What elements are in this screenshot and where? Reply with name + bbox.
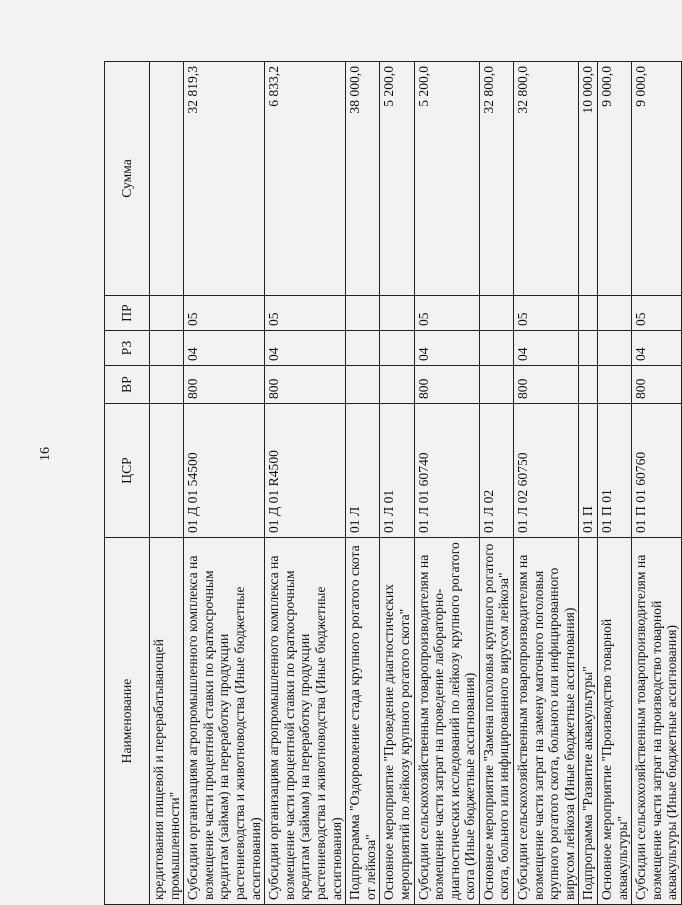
cell-sum: 10 000,0 — [579, 62, 598, 296]
cell-vr — [479, 366, 513, 404]
table-row — [514, 62, 579, 905]
header-pr: ПР — [105, 296, 150, 331]
cell-sum: 5 200,0 — [380, 62, 414, 296]
cell-pr — [346, 296, 380, 331]
cell-rz: 04 — [265, 331, 346, 366]
cell-csr: 01 Л 01 60740 — [414, 404, 479, 538]
cell-sum — [150, 62, 184, 296]
table-row — [632, 62, 682, 905]
cell-name: кредитования пищевой и перерабатывающей промышленности" — [150, 538, 184, 905]
cell-csr: 01 Л 02 — [479, 404, 513, 538]
cell-name: Подпрограмма "Оздоровление стада крупного рогатого скота от лейкоза" — [346, 538, 380, 905]
cell-pr — [598, 296, 632, 331]
cell-vr: 800 — [184, 366, 265, 404]
cell-vr — [598, 366, 632, 404]
cell-sum: 32 800,0 — [514, 62, 579, 296]
cell-rz: 04 — [632, 331, 682, 366]
cell-pr — [150, 296, 184, 331]
page-number: 16 — [38, 447, 53, 461]
cell-csr: 01 Л 02 60750 — [514, 404, 579, 538]
table-row — [346, 62, 380, 905]
cell-rz — [479, 331, 513, 366]
cell-rz — [598, 331, 632, 366]
cell-csr: 01 П 01 — [598, 404, 632, 538]
cell-rz: 04 — [414, 331, 479, 366]
cell-vr: 800 — [632, 366, 682, 404]
cell-vr: 800 — [514, 366, 579, 404]
header-name: Наименование — [105, 538, 150, 905]
cell-name: Основное мероприятие "Производство товарной аквакультуры" — [598, 538, 632, 905]
cell-rz — [346, 331, 380, 366]
cell-vr — [346, 366, 380, 404]
cell-pr: 05 — [414, 296, 479, 331]
cell-pr — [380, 296, 414, 331]
cell-name: Субсидии организациям агропромышленного комплекса на возмещение части процентной ставки по краткосрочным кредитам (займам) на переработку продукции растениеводства и животноводства (Иные бюджетные ассигнования) — [184, 538, 265, 905]
cell-vr: 800 — [265, 366, 346, 404]
table-row — [265, 62, 346, 905]
cell-name: Подпрограмма "Развитие аквакультуры" — [579, 538, 598, 905]
cell-csr: 01 Д 01 54500 — [184, 404, 265, 538]
table-row — [579, 62, 598, 905]
cell-sum: 38 000,0 — [346, 62, 380, 296]
header-row — [105, 62, 150, 905]
cell-name: Субсидии организациям агропромышленного комплекса на возмещение части процентной ставки по краткосрочным кредитам (займам) на переработку продукции растениеводства и животноводства (Иные бюджетные ассигнования) — [265, 538, 346, 905]
table-row — [414, 62, 479, 905]
budget-table — [104, 61, 682, 905]
cell-name: Основное мероприятие "Замена поголовья крупного рогатого скота, больного или инфицированного вирусом лейкоза" — [479, 538, 513, 905]
table-row — [380, 62, 414, 905]
table-row — [598, 62, 632, 905]
cell-csr — [150, 404, 184, 538]
cell-rz — [579, 331, 598, 366]
cell-csr: 01 Д 01 R4500 — [265, 404, 346, 538]
cell-pr: 05 — [265, 296, 346, 331]
cell-csr: 01 П 01 60760 — [632, 404, 682, 538]
table-row — [150, 62, 184, 905]
table-row — [184, 62, 265, 905]
header-vr: ВР — [105, 366, 150, 404]
cell-vr: 800 — [414, 366, 479, 404]
cell-rz: 04 — [184, 331, 265, 366]
cell-sum: 32 800,0 — [479, 62, 513, 296]
table-row — [479, 62, 513, 905]
cell-csr: 01 Л 01 — [380, 404, 414, 538]
cell-vr — [579, 366, 598, 404]
header-sum: Сумма — [105, 62, 150, 296]
header-csr: ЦСР — [105, 404, 150, 538]
cell-sum: 9 000,0 — [598, 62, 632, 296]
cell-sum: 32 819,3 — [184, 62, 265, 296]
cell-rz: 04 — [514, 331, 579, 366]
cell-sum: 9 000,0 — [632, 62, 682, 296]
cell-pr: 05 — [514, 296, 579, 331]
header-rz: РЗ — [105, 331, 150, 366]
cell-name: Субсидии сельскохозяйственным товаропроизводителям на возмещение части затрат на проведение лабораторно-диагностических исследований по лейкозу крупного рогатого скота (Иные бюджетные ассигнования) — [414, 538, 479, 905]
cell-name: Основное мероприятие "Проведение диагностических мероприятий по лейкозу крупного рогатого скота" — [380, 538, 414, 905]
cell-vr — [150, 366, 184, 404]
cell-name: Субсидии сельскохозяйственным товаропроизводителям на возмещение части затрат на производство товарной аквакультуры (Иные бюджетные ассигнования) — [632, 538, 682, 905]
cell-rz — [380, 331, 414, 366]
cell-vr — [380, 366, 414, 404]
cell-name: Субсидии сельскохозяйственным товаропроизводителям на возмещение части затрат на замену маточного поголовья крупного рогатого скота, больного или инфицированного вирусом лейкоза (Иные бюджетные ассигнования) — [514, 538, 579, 905]
cell-pr: 05 — [632, 296, 682, 331]
cell-pr: 05 — [184, 296, 265, 331]
cell-rz — [150, 331, 184, 366]
cell-pr — [479, 296, 513, 331]
cell-csr: 01 П — [579, 404, 598, 538]
cell-csr: 01 Л — [346, 404, 380, 538]
cell-sum: 5 200,0 — [414, 62, 479, 296]
cell-pr — [579, 296, 598, 331]
cell-sum: 6 833,2 — [265, 62, 346, 296]
